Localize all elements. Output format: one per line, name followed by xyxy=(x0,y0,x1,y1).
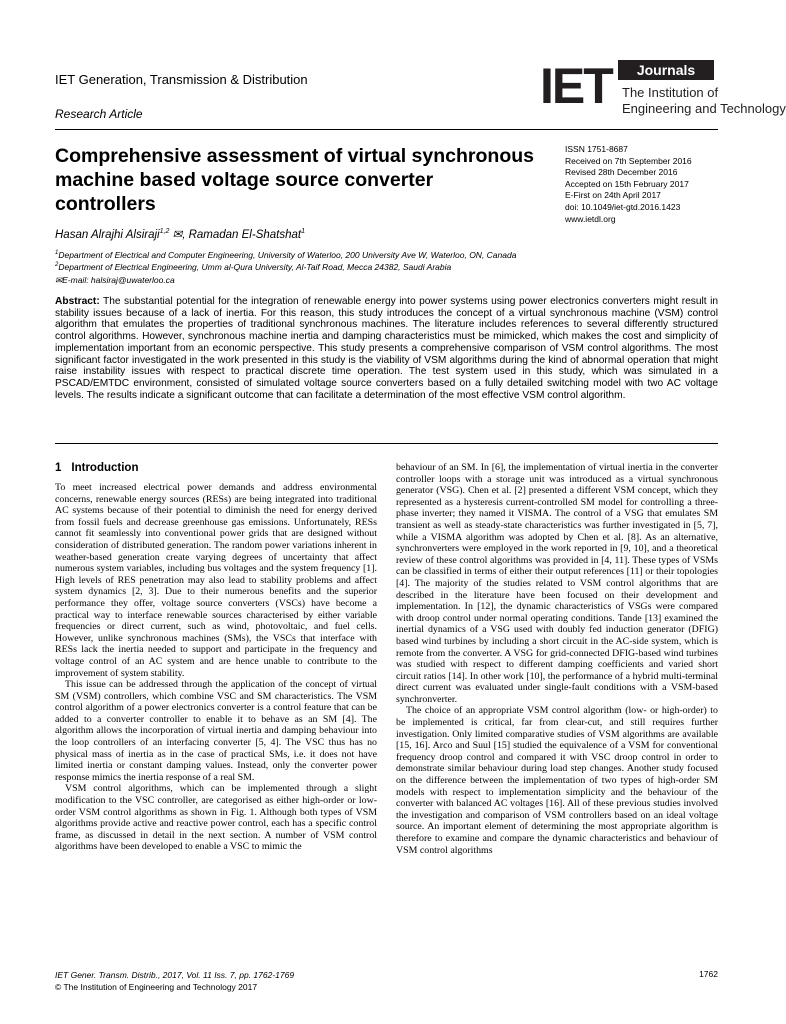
footer xyxy=(55,969,294,993)
email-text[interactable]: E-mail: halsiraj@uwaterloo.ca xyxy=(62,275,175,285)
affiliation xyxy=(55,262,451,272)
iet-logo-mark: IET xyxy=(540,58,612,114)
article-metadata xyxy=(565,144,725,225)
affiliation-marker: 1 xyxy=(55,250,59,257)
paragraph: To meet increased electrical power demands and address environmental concerns, renewable energy sources (RESs) are being integrated into traditional AC systems because of their potential to diminish the need for energy derived from fossil fuels and decrease greenhouse gas emissions. Unfortunately, RESs cannot fit seamlessly into conventional power grids that are designed without consideration of distributed generation. The random power variations inherent in weather-based generation create varying degrees of uncertainty that affect numerous system variables, including bus voltages and the system frequency [1]. High levels of RES penetration may also lead to stability problems and affect system dynamics [2, 3]. Due to their numerous benefits and the superior performance they offer, voltage source converters (VSCs) have become a practical way to interface renewable sources characterised by either variable frequencies or direct current, such as wind, photovoltaic, and fuel cells. However, unlike synchronous machines (SMs), the VSCs that interface with RESs lack the inertia needed to support and participate in the frequency and voltage control of an AC system and are hence unable to contribute to the improvement of system stability. xyxy=(55,482,377,679)
author-name[interactable]: Ramadan El-Shatshat xyxy=(188,229,302,241)
affiliation-text: Department of Electrical Engineering, Umm al-Qura University, Al-Taif Road, Mecca 24382, Saudi Arabia xyxy=(58,262,452,272)
author-affiliation-marker: 1 xyxy=(301,228,305,236)
envelope-icon[interactable]: ✉ xyxy=(172,229,183,241)
author-separator: , xyxy=(182,229,189,241)
header-divider xyxy=(55,129,718,130)
abstract-divider xyxy=(55,443,718,444)
abstract xyxy=(55,296,718,401)
journals-label: Journals xyxy=(618,60,714,80)
section-title: Introduction xyxy=(71,462,139,474)
doi[interactable]: doi: 10.1049/iet-gtd.2016.1423 xyxy=(565,201,681,212)
institution-line-1: The Institution of xyxy=(622,85,719,100)
citation: IET Gener. Transm. Distrib., 2017, Vol. 11 Iss. 7, pp. 1762-1769 xyxy=(55,970,295,980)
author-list xyxy=(55,227,305,241)
page-number: 1762 xyxy=(699,969,718,979)
institution-line-2: Engineering and Technology xyxy=(622,101,786,116)
paper-title: Comprehensive assessment of virtual synchronous machine based voltage source converter controllers xyxy=(55,145,534,215)
paragraph: behaviour of an SM. In [6], the implementation of virtual inertia in the converter controller loops with a storage unit was introduced as a virtual synchronous generator (VSG). Chen et al. [2] presented a different VSM concept, which they represented as a hysteresis current-controlled SM model for controlling a three-phase inverter; they named it VISMA. The control of a VSG that emulates SM transient as well as steady-state characteristics was further investigated in [5, 7], while a VISMA algorithm was adopted by Chen et al. [8]. As an alternative, synchronverters were employed in the work reported in [9, 10], and a theoretical review of these control algorithms was provided in [4, 11]. These types of VSMs can be classified in terms of either their output references [11] or their topologies [4]. The majority of the studies related to VSM control algorithms that are described in the literature have been focused on their development and implementation. In [12], the dynamic characteristics of VSGs were compared with droop control under normal operating conditions. Tande [13] examined the inertial dynamics of a VSG used with doubly fed induction generator (DFIG) based wind turbines by including a short circuit in the AC-side system, which is remote from the converter. A VSG for grid-connected DFIG-based wind turbines was studied with respect to different damping coefficients and varied short circuit ratios [14]. In other work [10], the performance of a hybrid multi-terminal direct current was evaluated under single-fault conditions with a VSM-based synchronverter. xyxy=(396,462,718,705)
website-link[interactable]: www.ietdl.org xyxy=(565,213,616,224)
corresponding-email[interactable] xyxy=(55,275,175,286)
abstract-label: Abstract: xyxy=(55,296,100,307)
right-column xyxy=(396,462,718,856)
iet-journals-logo xyxy=(540,58,786,122)
abstract-text: The substantial potential for the integration of renewable energy into power systems using power electronics converters might result in stability issues because of a lack of inertia. For this reason, this study introduces the concept of a virtual synchronous machine (VSM) control algorithm that emulates the properties of traditional synchronous machines. The literature includes references to several differently structured control algorithms. However, synchronous machine inertia and damping characteristics must be mimicked, which makes the cost and simplicity of implementation important from an economic perspective. This study presents a comprehensive comparison of VSM control algorithms. The most significant factor investigated in the work presented in this study is the viability of VSM algorithms during the kind of abnormal operation that might raise instability issues with respect to practical discrete time operation. The test system used in this study, which was simulated in a PSCAD/EMTDC environment, consisted of simulated voltage source converters based on a fully detailed switching model with two AC voltage levels. The results indicate a significant outcome that can facilitate a determination of the most effective VSM control algorithm. xyxy=(55,296,718,401)
author-name[interactable]: Hasan Alrajhi Alsiraji xyxy=(55,229,160,241)
accepted-date: Accepted on 15th February 2017 xyxy=(565,178,689,189)
efirst-date: E-First on 24th April 2017 xyxy=(565,190,661,201)
revised-date: Revised 28th December 2016 xyxy=(565,167,678,178)
issn: ISSN 1751-8687 xyxy=(565,144,628,154)
paragraph: The choice of an appropriate VSM control algorithm (low- or high-order) to be implemented is critical, far from clear-cut, and still requires further investigation. Only limited comparative studies of VSM algorithms are available [15, 16]. Arco and Suul [15] studied the equivalence of a VSM for conventional frequency droop control and compared it with VSC droop control in order to demonstrate similar behaviour during load step changes. Another study focused on the difference between the implementation of two types of high-order SM models with respect to implementation simplicity and the behaviour of the converter with balanced AC voltages [16]. All of these previous studies involved the investigation and comparison of VSM controllers based on an ideal voltage source. An important element of determining the most appropriate algorithm is therefore to examine and compare the dynamic characteristics and behaviour of VSM control algorithms xyxy=(396,705,718,856)
section-heading xyxy=(55,462,138,474)
author-affiliation-marker: 1,2 xyxy=(159,228,170,236)
copyright: © The Institution of Engineering and Technology 2017 xyxy=(55,982,258,992)
article-type: Research Article xyxy=(55,107,143,121)
left-column xyxy=(55,482,377,853)
journal-name: IET Generation, Transmission & Distribution xyxy=(55,72,308,87)
affiliation xyxy=(55,250,516,260)
paragraph: VSM control algorithms, which can be implemented through a slight modification to the VSC controller, are categorised as either high-order or low-order VSM control algorithms as shown in Fig. 1. Although both types of VSM algorithms provide active and reactive power control, each has a specific control frame, as discussed in detail in the next section. A number of VSM control algorithms have been developed to enable a VSC to mimic the xyxy=(55,783,377,853)
affiliation-text: Department of Electrical and Computer Engineering, University of Waterloo, 200 University Ave W, Waterloo, ON, Canada xyxy=(58,250,517,260)
affiliation-marker: 2 xyxy=(55,262,59,269)
envelope-icon: ✉ xyxy=(55,275,63,285)
section-number: 1 xyxy=(55,462,62,474)
paragraph: This issue can be addressed through the application of the concept of virtual SM (VSM) controllers, which combine VSC and SM characteristics. The VSM control algorithm of a power electronics converter is a control feature that can be added to a converter controller to enable it to behave as an SM [4]. The algorithm allows the incorporation of virtual inertia and damping behaviour into the loop controllers of an interfacing converter [5, 4]. The VSC thus has no physical mass of inertia as in the case of practical SMs, i.e. it does not have limited inertia or constant damping values. Instead, only the converter power response mimics the inertia response of a real SM. xyxy=(55,679,377,783)
received-date: Received on 7th September 2016 xyxy=(565,155,692,166)
